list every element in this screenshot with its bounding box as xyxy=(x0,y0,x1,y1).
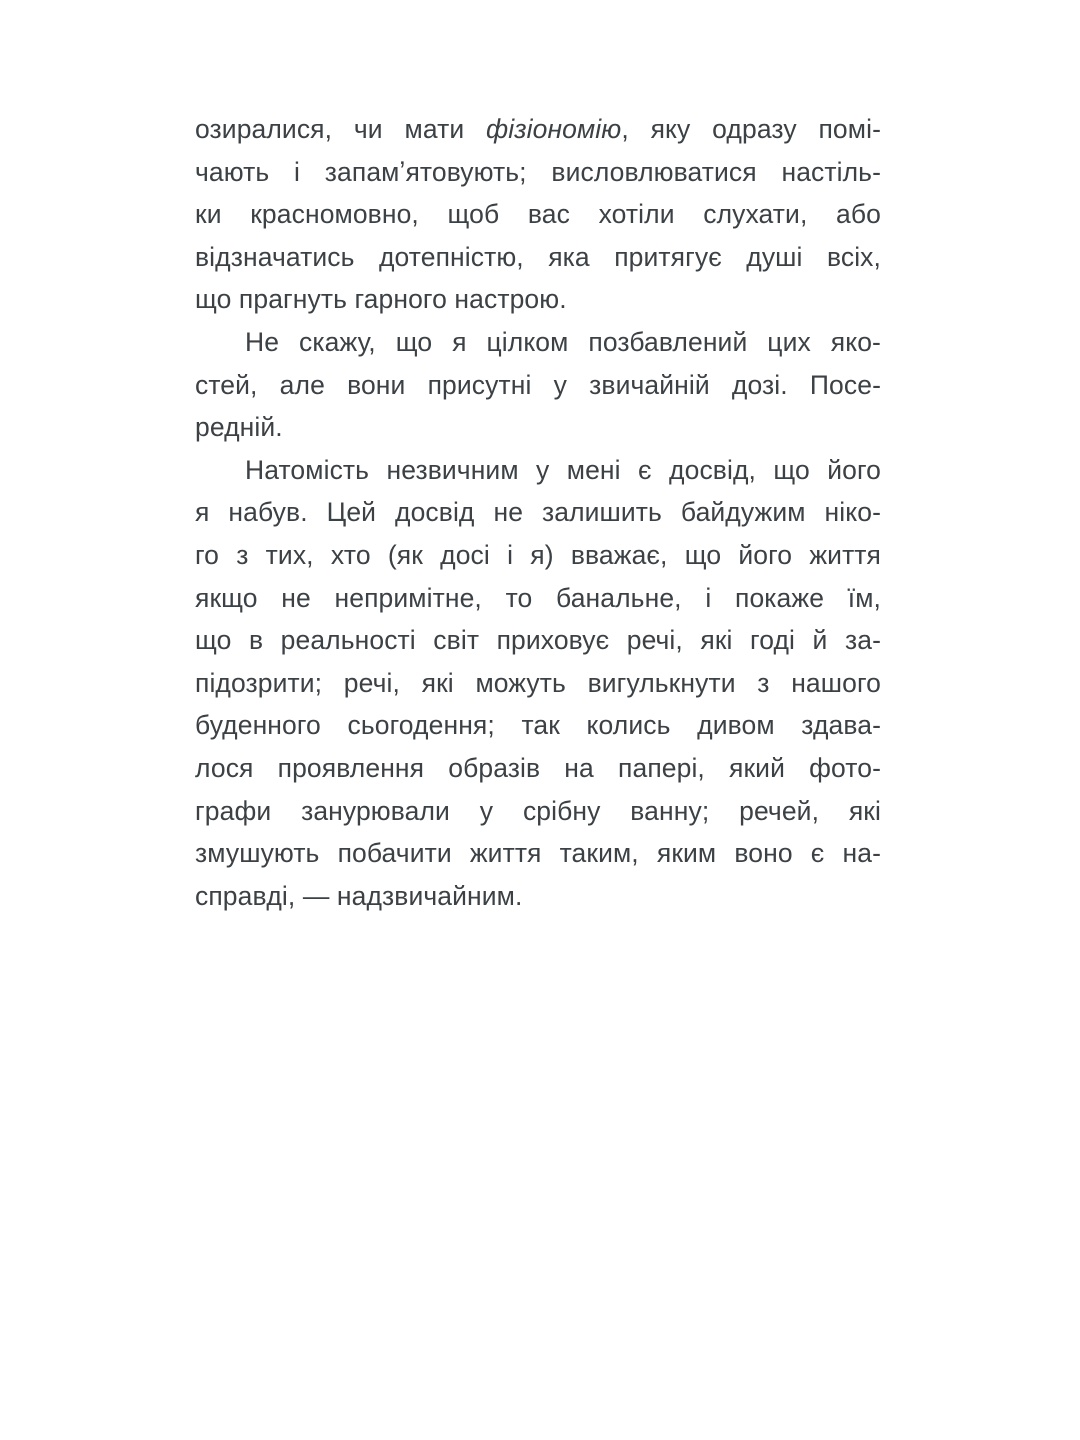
text-run: справді, — надзвичайним. xyxy=(195,880,523,911)
emphasized-text: фізіономію xyxy=(486,114,622,144)
text-run: ки красномовно, щоб вас хотіли слухати, або xyxy=(195,199,881,230)
text-line xyxy=(195,193,881,236)
text-run: лося проявлення образів на папері, який фото- xyxy=(195,752,881,783)
paragraph xyxy=(195,449,881,918)
text-line xyxy=(195,406,881,449)
text-line xyxy=(195,747,881,790)
text-line xyxy=(195,662,881,705)
text-run: я набув. Цей досвід не залишить байдужим ніко- xyxy=(195,497,881,528)
text-run: го з тих, хто (як досі і я) вважає, що його життя xyxy=(195,539,881,570)
text-run: редній. xyxy=(195,412,283,443)
text-line xyxy=(195,577,881,620)
text-run: Не скажу, що я цілком позбавлений цих яко- xyxy=(245,326,881,357)
paragraph xyxy=(195,321,881,449)
page-text-block xyxy=(195,108,881,917)
text-run: якщо не непримітне, то банальне, і покаже їм, xyxy=(195,582,881,613)
text-line xyxy=(195,704,881,747)
paragraph xyxy=(195,108,881,321)
text-line xyxy=(195,832,881,875)
text-run: Натомість незвичним у мені є досвід, що його xyxy=(245,454,881,485)
text-line xyxy=(195,236,881,279)
text-line xyxy=(195,278,881,321)
text-run: змушують побачити життя таким, яким воно є на- xyxy=(195,838,881,869)
text-line xyxy=(195,875,881,918)
text-run: озиралися, чи мати xyxy=(195,114,487,144)
text-run: відзначатись дотепністю, яка притягує душі всіх, xyxy=(195,241,881,272)
text-run: чають і запамʼятовують; висловлюватися настіль- xyxy=(195,156,881,187)
text-run: що в реальності світ приховує речі, які годі й за- xyxy=(195,625,881,656)
text-run: підозрити; речі, які можуть вигулькнути з нашого xyxy=(195,667,881,698)
text-run: стей, але вони присутні у звичайній дозі. Посе- xyxy=(195,369,881,400)
text-line xyxy=(195,151,881,194)
text-line xyxy=(195,619,881,662)
text-line xyxy=(195,790,881,833)
text-line xyxy=(195,449,881,492)
text-line xyxy=(195,108,881,151)
text-run: буденного сьогодення; так колись дивом здава- xyxy=(195,710,881,741)
text-line xyxy=(195,534,881,577)
text-run: , яку одразу помі- xyxy=(621,114,881,144)
text-line xyxy=(195,491,881,534)
text-line xyxy=(195,364,881,407)
text-run: графи занурювали у срібну ванну; речей, які xyxy=(195,795,881,826)
text-run: що прагнуть гарного настрою. xyxy=(195,284,567,315)
text-line xyxy=(195,321,881,364)
